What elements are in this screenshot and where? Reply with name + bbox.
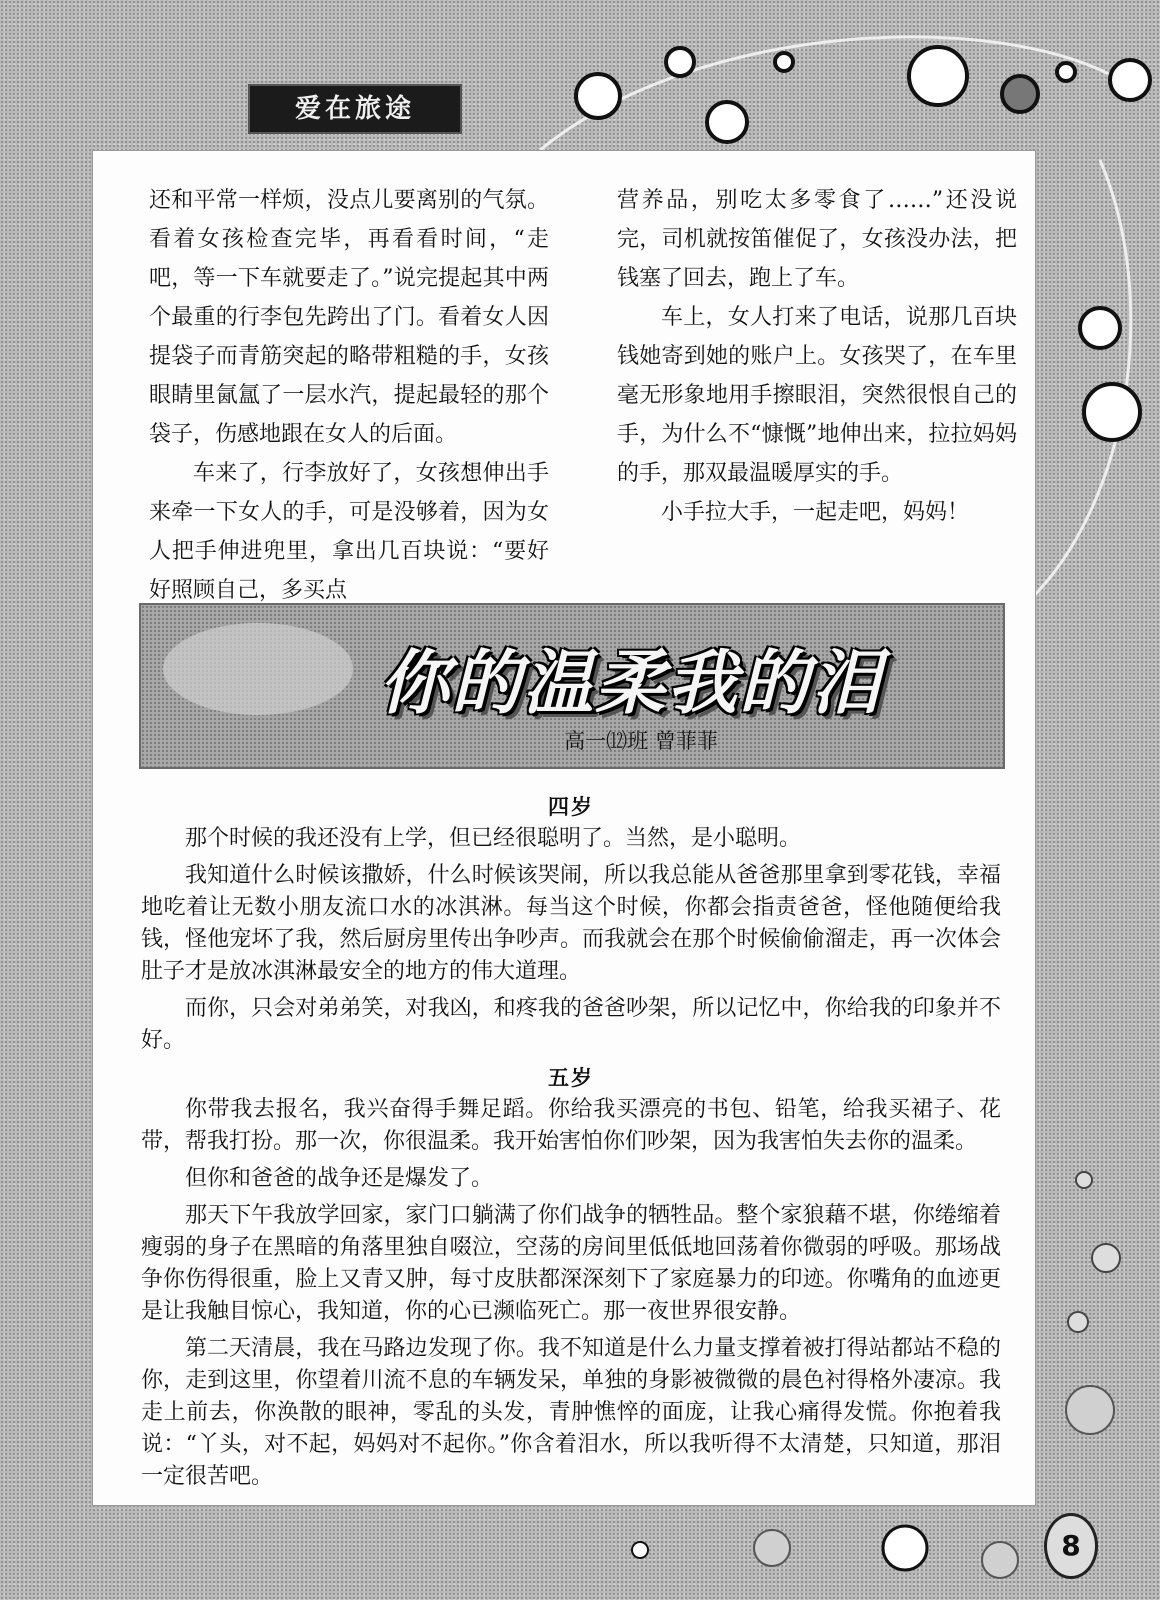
- article-paragraph: 但你和爸爸的战争还是爆发了。: [185, 1166, 494, 1191]
- article-title-banner: [139, 603, 1005, 769]
- story-right-column: [617, 181, 1017, 532]
- story-paragraph: 车上，女人打来了电话，说那几百块钱她寄到她的账户上。女孩哭了，在车里毫无形象地用手擦眼泪，突然很恨自己的手，为什么不“慷慨”地伸出来，拉拉妈妈的手，那双最温暖厚实的手。: [617, 305, 1017, 486]
- article-paragraph: 第二天清晨，我在马路边发现了你。我不知道是什么力量支撑着被打得站都站不稳的你，走到这里，你望着川流不息的车辆发呆，单独的身影被微微的晨色衬得格外凄凉。我走上前去，你涣散的眼神，零乱的头发，青肿憔悴的面庞，让我心痛得发慌。你抱着我说：“丫头，对不起，妈妈对不起你。”你含着泪水，所以我听得不太清楚，只知道，那泪一定很苦吧。: [141, 1336, 1001, 1489]
- page-number: 8: [1044, 1513, 1098, 1579]
- section-tag: 爱在旅途: [248, 84, 462, 134]
- section-heading: 四岁: [548, 795, 594, 819]
- article-paragraph: 而你，只会对弟弟笑，对我凶，和疼我的爸爸吵架，所以记忆中，你给我的印象并不好。: [141, 996, 1001, 1053]
- story-paragraph: 车来了，行李放好了，女孩想伸出手来牵一下女人的手，可是没够着，因为女人把手伸进兜里，拿出几百块说：“要好好照顾自己，多买点: [149, 461, 549, 603]
- section-heading: 五岁: [548, 1066, 594, 1090]
- story-paragraph: 小手拉大手，一起走吧，妈妈！: [661, 500, 970, 525]
- article-paragraph: 你带我去报名，我兴奋得手舞足蹈。你给我买漂亮的书包、铅笔，给我买裙子、花带，帮我打扮。那一次，你很温柔。我开始害怕你们吵架，因为我害怕失去你的温柔。: [141, 1097, 1001, 1154]
- article-title: 你的温柔我的泪: [379, 641, 883, 724]
- article-paragraph: 我知道什么时候该撒娇，什么时候该哭闹，所以我总能从爸爸那里拿到零花钱，幸福地吃着让无数小朋友流口水的冰淇淋。每当这个时候，你都会指责爸爸，怪他随便给我钱，怪他宠坏了我，然后厨房里传出争吵声。而我就会在那个时候偷偷溜走，再一次体会肚子才是放冰淇淋最安全的地方的伟大道理。: [141, 863, 1001, 984]
- story-left-column: [149, 181, 549, 610]
- article-body: [141, 789, 1001, 1498]
- page-panel: [92, 150, 1036, 1506]
- article-author: 高一⑿班 曾菲菲: [564, 729, 718, 753]
- story-paragraph: 营养品，别吃太多零食了……”还没说完，司机就按笛催促了，女孩没办法，把钱塞了回去，跑上了车。: [617, 188, 1017, 291]
- story-paragraph: 还和平常一样烦，没点儿要离别的气氛。看着女孩检查完毕，再看看时间，“走吧，等一下车就要走了。”说完提起其中两个最重的行李包先跨出了门。看着女人因提袋子而青筋突起的略带粗糙的手，女孩眼睛里氤氲了一层水汽，提起最轻的那个袋子，伤感地跟在女人的后面。: [149, 188, 549, 447]
- article-paragraph: 那天下午我放学回家，家门口躺满了你们战争的牺牲品。整个家狼藉不堪，你绻缩着瘦弱的身子在黑暗的角落里独自啜泣，空荡的房间里低低地回荡着你微弱的呼吸。那场战争你伤得很重，脸上又青又肿，每寸皮肤都深深刻下了家庭暴力的印迹。你嘴角的血迹更是让我触目惊心，我知道，你的心已濒临死亡。那一夜世界很安静。: [141, 1203, 1001, 1324]
- article-paragraph: 那个时候的我还没有上学，但已经很聪明了。当然，是小聪明。: [185, 826, 802, 851]
